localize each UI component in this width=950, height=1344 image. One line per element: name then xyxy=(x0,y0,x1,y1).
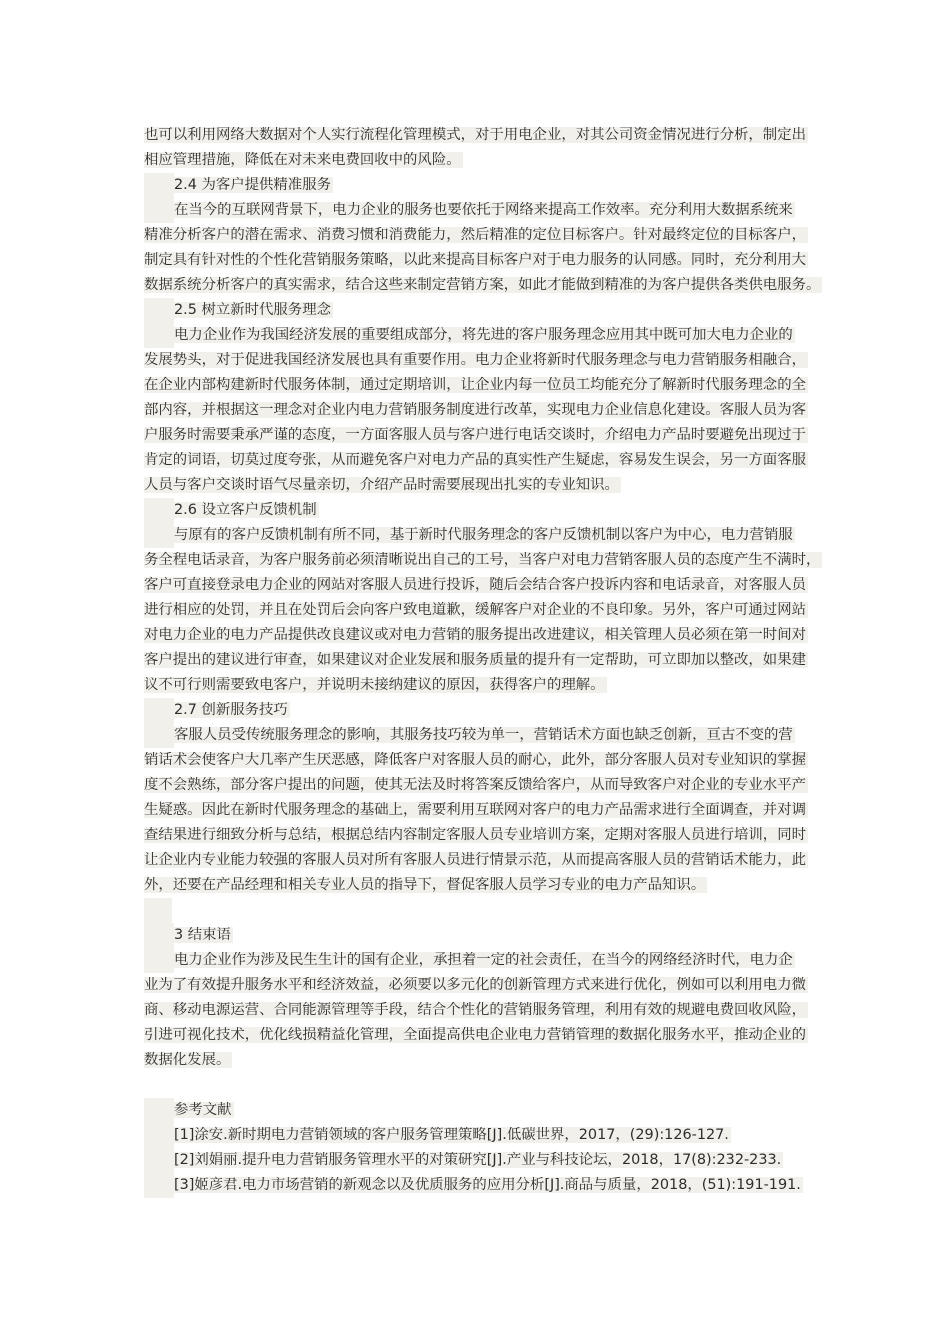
paragraph-line: 议不可行则需要致电客户，并说明未接纳建议的原因，获得客户的理解。 xyxy=(144,677,605,693)
paragraph-line: 查结果进行细致分析与总结，根据总结内容制定客服人员专业培训方案，定期对客服人员进行培训，同时 xyxy=(144,827,806,843)
paragraph-line: 人员与客户交谈时语气尽量亲切，介绍产品时需要展现出扎实的专业知识。 xyxy=(144,477,619,493)
paragraph-line: 制定具有针对性的个性化营销服务策略，以此来提高目标客户对于电力服务的认同感。同时，充分利用大 xyxy=(144,252,806,268)
paragraph-line: 引进可视化技术，优化线损精益化管理，全面提高供电企业电力营销管理的数据化服务水平，推动企业的 xyxy=(144,1027,806,1043)
reference-item: [1]涂安.新时期电力营销领域的客户服务管理策略[J].低碳世界，2017，(29):126-127. xyxy=(144,1123,824,1148)
section-heading-2-5: 2.5 树立新时代服务理念 xyxy=(144,298,824,323)
paragraph-line: 电力企业作为涉及民生生计的国有企业，承担着一定的社会责任，在当今的网络经济时代，电力企 xyxy=(144,948,824,973)
section-heading-2-7: 2.7 创新服务技巧 xyxy=(144,698,824,723)
section-heading-2-4: 2.4 为客户提供精准服务 xyxy=(144,173,824,198)
paragraph-line: 销话术会使客户大几率产生厌恶感，降低客户对客服人员的耐心，此外，部分客服人员对专业知识的掌握 xyxy=(144,752,806,768)
reference-item: [2]刘娟丽.提升电力营销服务管理水平的对策研究[J].产业与科技论坛，2018，17(8):232-233. xyxy=(144,1148,824,1173)
paragraph-line: 肯定的词语，切莫过度夸张，从而避免客户对电力产品的真实性产生疑虑，容易发生误会，另一方面客服 xyxy=(144,452,806,468)
paragraph-line: 在当今的互联网背景下，电力企业的服务也要依托于网络来提高工作效率。充分利用大数据系统来 xyxy=(144,198,824,223)
paragraph-line: 生疑惑。因此在新时代服务理念的基础上，需要利用互联网对客户的电力产品需求进行全面调查，并对调 xyxy=(144,802,806,818)
section-heading-2-6: 2.6 设立客户反馈机制 xyxy=(144,498,824,523)
paragraph-line: 度不会熟练，部分客户提出的问题，使其无法及时将答案反馈给客户，从而导致客户对企业的专业水平产 xyxy=(144,777,806,793)
paragraph-line: 户服务时需要秉承严谨的态度，一方面客服人员与客户进行电话交谈时，介绍电力产品时要避免出现过于 xyxy=(144,427,806,443)
paragraph-line: 务全程电话录音，为客户服务前必须清晰说出自己的工号，当客户对电力营销客服人员的态度产生不满时， xyxy=(144,552,821,568)
paragraph-line: 电力企业作为我国经济发展的重要组成部分，将先进的客户服务理念应用其中既可加大电力企业的 xyxy=(144,323,824,348)
paragraph-line: 对电力企业的电力产品提供改良建议或对电力营销的服务提出改进建议，相关管理人员必须在第一时间对 xyxy=(144,627,806,643)
paragraph-line: 发展势头，对于促进我国经济发展也具有重要作用。电力企业将新时代服务理念与电力营销服务相融合， xyxy=(144,352,806,368)
references-heading: 参考文献 xyxy=(144,1098,824,1123)
paragraph-line: 外，还要在产品经理和相关专业人员的指导下，督促客服人员学习专业的电力产品知识。 xyxy=(144,877,706,893)
paragraph-line: 相应管理措施，降低在对未来电费回收中的风险。 xyxy=(144,152,461,168)
paragraph-line: 也可以利用网络大数据对个人实行流程化管理模式，对于用电企业，对其公司资金情况进行分析，制定出 xyxy=(144,127,806,143)
paragraph-line: 进行相应的处罚，并且在处罚后会向客户致电道歉，缓解客户对企业的不良印象。另外，客户可通过网站 xyxy=(144,602,806,618)
reference-item: [3]姬彦君.电力市场营销的新观念以及优质服务的应用分析[J].商品与质量，2018，(51):191-191. xyxy=(144,1173,824,1198)
paragraph-line: 精准分析客户的潜在需求、消费习惯和消费能力，然后精准的定位目标客户。针对最终定位的目标客户， xyxy=(144,227,806,243)
paragraph-line: 客户可直接登录电力企业的网站对客服人员进行投诉，随后会结合客户投诉内容和电话录音，对客服人员 xyxy=(144,577,806,593)
paragraph-line: 数据系统分析客户的真实需求，结合这些来制定营销方案，如此才能做到精准的为客户提供各类供电服务。 xyxy=(144,277,821,293)
paragraph-line: 业为了有效提升服务水平和经济效益，必须要以多元化的创新管理方式来进行优化，例如可以利用电力微 xyxy=(144,977,806,993)
paragraph-line: 数据化发展。 xyxy=(144,1052,231,1068)
paragraph-line: 部内容，并根据这一理念对企业内电力营销服务制度进行改革，实现电力企业信息化建设。客服人员为客 xyxy=(144,402,806,418)
paragraph-line: 商、移动电源运营、合同能源管理等手段，结合个性化的营销服务管理，利用有效的规避电费回收风险， xyxy=(144,1002,806,1018)
empty-line xyxy=(144,898,824,923)
section-heading-3: 3 结束语 xyxy=(144,923,824,948)
document-body xyxy=(144,123,824,1198)
paragraph-line: 客服人员受传统服务理念的影响，其服务技巧较为单一，营销话术方面也缺乏创新，亘古不变的营 xyxy=(144,723,824,748)
paragraph-line: 让企业内专业能力较强的客服人员对所有客服人员进行情景示范，从而提高客服人员的营销话术能力，此 xyxy=(144,852,806,868)
paragraph-line: 与原有的客户反馈机制有所不同，基于新时代服务理念的客户反馈机制以客户为中心，电力营销服 xyxy=(144,523,824,548)
paragraph-line: 客户提出的建议进行审查，如果建议对企业发展和服务质量的提升有一定帮助，可立即加以整改，如果建 xyxy=(144,652,806,668)
paragraph-line: 在企业内部构建新时代服务体制，通过定期培训，让企业内每一位员工均能充分了解新时代服务理念的全 xyxy=(144,377,806,393)
